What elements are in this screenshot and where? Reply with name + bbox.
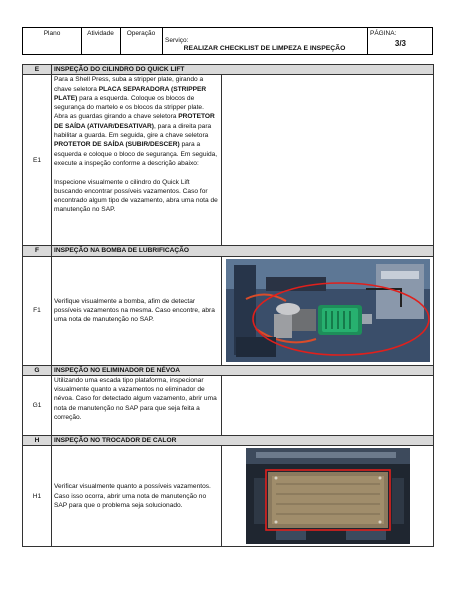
step-description: Utilizando uma escada tipo plataforma, inspecionar visualmente quanto a vazamentos no eliminador de névoa. Caso for detectado algum vazamento, abrir uma nota de manutenção no SAP para que seja feita a correção. [52,375,222,435]
operacao-label: Operação [126,30,156,37]
section-letter: G [23,365,52,375]
selector-name: PROTETOR DE SAÍDA (ATIVAR/DESATIVAR) [54,113,215,130]
text-run: para a esquerda. Coloque os blocos de segurança do martelo e os blocos da stripper plate. Abra as guardas girando a chave seletora [54,94,204,121]
plano-cell [23,28,82,54]
photo-cell-empty [222,75,434,246]
step-id: F1 [23,256,52,365]
text-run: para a esquerda e coloque o bloco de segurança. Em seguida, execute a inspeção conforme a descrição abaixo: [54,141,218,167]
step-row-f1 [23,256,434,365]
section-header-e [23,65,434,75]
servico-title: REALIZAR CHECKLIST DE LIMPEZA E INSPEÇÃO [183,45,346,52]
step-description: Verifique visualmente a bomba, afim de detectar possíveis vazamentos na mesma. Caso encontre, abra uma nota de manutenção no SAP. [52,256,222,365]
heat-exchanger-photo [246,448,410,544]
atividade-cell [81,28,121,54]
servico-cell [162,28,368,54]
section-title: INSPEÇÃO NA BOMBA DE LUBRIFICAÇÃO [52,246,434,256]
inspection-table [22,64,434,547]
text-run: , para a direita para habilitar a guarda. Em seguida, gire a chave seletora [54,122,212,140]
photo-cell [222,446,434,547]
section-title: INSPEÇÃO NO ELIMINADOR DE NÉVOA [52,365,434,375]
section-title: INSPEÇÃO DO CILINDRO DO QUICK LIFT [52,65,434,75]
step-description [52,75,222,246]
pagina-label: PÁGINA: [370,30,397,37]
pagina-value: 3/3 [394,39,406,48]
section-header-h [23,435,434,445]
section-header-g [23,365,434,375]
step-id: E1 [23,75,52,246]
section-title: INSPEÇÃO NO TROCADOR DE CALOR [52,435,434,445]
pagina-cell [367,28,432,54]
plano-label: Plano [43,30,61,37]
instruction-paragraph [54,75,219,168]
document-header [22,27,433,55]
selector-name: PLACA SEPARADORA (STRIPPER PLATE) [54,85,207,102]
step-id: H1 [23,446,52,547]
step-row-g1 [23,375,434,435]
section-letter: F [23,246,52,256]
section-header-f [23,246,434,256]
step-row-h1 [23,446,434,547]
photo-cell-empty [222,375,434,435]
text-run: Para a Shell Press, suba a stripper plate, girando a chave seletora [54,76,204,93]
operacao-cell [120,28,163,54]
lubrication-pump-photo [226,259,430,362]
servico-label: Serviço: [165,37,189,44]
atividade-label: Atividade [87,30,114,37]
section-letter: E [23,65,52,75]
selector-name: PROTETOR DE SAÍDA (SUBIR/DESCER) [54,141,180,149]
step-description: Verificar visualmente quanto a possíveis vazamentos. Caso isso ocorra, abrir uma nota de manutenção no SAP para que o problema seja solucionado. [52,446,222,547]
inspection-paragraph: Inspecione visualmente o cilindro do Quick Lift buscando encontrar possíveis vazamentos. Caso for encontrado algum tipo de vazamento, abra uma nota de manutenção no SAP. [54,178,218,214]
photo-cell [222,256,434,365]
step-row-e1 [23,75,434,246]
section-letter: H [23,435,52,445]
step-id: G1 [23,375,52,435]
